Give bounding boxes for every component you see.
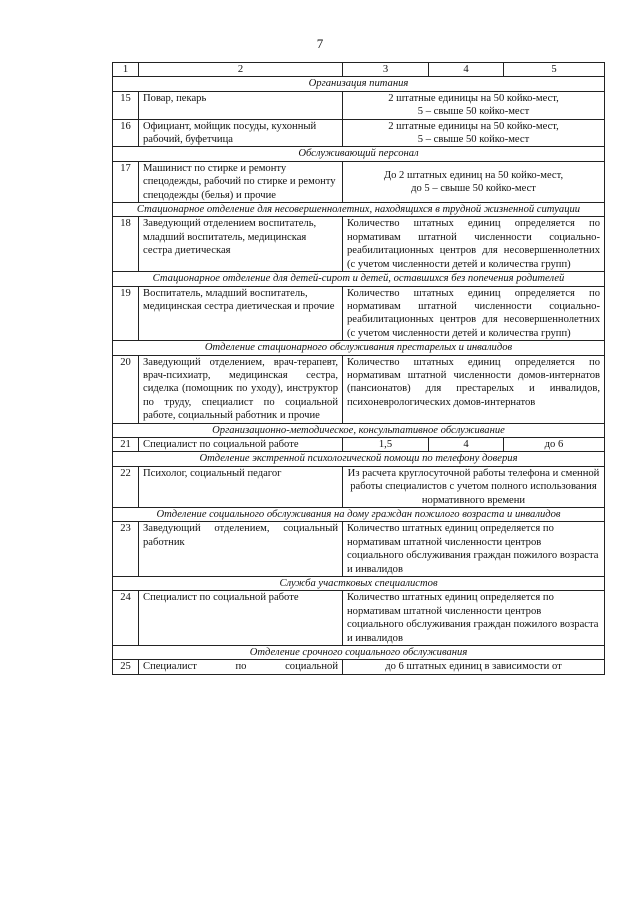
row-number: 22 <box>113 466 139 507</box>
section-title: Отделение экстренной психологической помощи по телефону доверия <box>113 452 605 466</box>
section-row <box>113 646 605 660</box>
section-row <box>113 452 605 466</box>
norm-cell: до 6 штатных единиц в зависимости от <box>343 660 605 674</box>
position-cell: Официант, мойщик посуды, кухонный рабочий, буфетчица <box>139 119 343 147</box>
position-cell: Заведующий отделением, врач-терапевт, врач-психиатр, медицинская сестра, сиделка (помощник по уходу), инструктор по труду, специалист по социальной работе, социальный работник и прочие <box>139 355 343 423</box>
section-title: Обслуживающий персонал <box>113 147 605 161</box>
section-title: Стационарное отделение для несовершеннолетних, находящихся в трудной жизненной ситуации <box>113 203 605 217</box>
header-row <box>113 63 605 77</box>
norm-cell: Количество штатных единиц определяется по нормативам штатной численности центров социального обслуживания граждан пожилого возраста и инвалидов <box>343 591 605 646</box>
header-cell: 3 <box>343 63 429 77</box>
section-title: Организационно-методическое, консультативное обслуживание <box>113 423 605 437</box>
section-title: Отделение социального обслуживания на дому граждан пожилого возраста и инвалидов <box>113 508 605 522</box>
section-title: Стационарное отделение для детей-сирот и детей, оставшихся без попечения родителей <box>113 272 605 286</box>
row-number: 23 <box>113 522 139 577</box>
section-row <box>113 77 605 91</box>
position-cell: Специалист по социальной работе <box>139 591 343 646</box>
table-row <box>113 466 605 507</box>
table-row <box>113 660 605 674</box>
table-row <box>113 91 605 119</box>
table-row <box>113 119 605 147</box>
header-cell: 2 <box>139 63 343 77</box>
row-number: 25 <box>113 660 139 674</box>
row-number: 17 <box>113 161 139 202</box>
norm-cell: Количество штатных единиц определяется по нормативам штатной численности домов-интернатов (пансионатов) для престарелых и инвалидов, психоневрологических домов-интернатов <box>343 355 605 423</box>
section-row <box>113 341 605 355</box>
position-cell: Машинист по стирке и ремонту спецодежды, рабочий по стирке и ремонту спецодежды (белья) и прочие <box>139 161 343 202</box>
section-title: Служба участковых специалистов <box>113 577 605 591</box>
table-row <box>113 217 605 272</box>
section-title: Отделение стационарного обслуживания престарелых и инвалидов <box>113 341 605 355</box>
section-row <box>113 272 605 286</box>
section-title: Отделение срочного социального обслуживания <box>113 646 605 660</box>
section-row <box>113 577 605 591</box>
norm-cell: До 2 штатных единиц на 50 койко-мест, до 5 – свыше 50 койко-мест <box>343 161 605 202</box>
header-cell: 5 <box>504 63 605 77</box>
table-row <box>113 591 605 646</box>
norm-cell: Количество штатных единиц определяется по нормативам штатной численности социально-реабилитационных центров для несовершеннолетних (с учетом численности детей и количества групп) <box>343 217 605 272</box>
row-number: 18 <box>113 217 139 272</box>
section-row <box>113 508 605 522</box>
position-cell: Заведующий отделением, социальный работник <box>139 522 343 577</box>
norm-cell: Количество штатных единиц определяется по нормативам штатной численности социально-реабилитационных центров для несовершеннолетних (с учетом численности детей и количества групп) <box>343 286 605 341</box>
value-cell: до 6 <box>504 437 605 451</box>
section-row <box>113 203 605 217</box>
position-cell: Воспитатель, младший воспитатель, медицинская сестра диетическая и прочие <box>139 286 343 341</box>
norm-cell: 2 штатные единицы на 50 койко-мест, 5 – свыше 50 койко-мест <box>343 91 605 119</box>
row-number: 15 <box>113 91 139 119</box>
position-cell: Повар, пекарь <box>139 91 343 119</box>
table-row <box>113 286 605 341</box>
position-cell: Специалист по социальной <box>139 660 343 674</box>
table-row <box>113 522 605 577</box>
table-row <box>113 161 605 202</box>
header-cell: 1 <box>113 63 139 77</box>
table-row <box>113 437 605 451</box>
value-cell: 1,5 <box>343 437 429 451</box>
row-number: 19 <box>113 286 139 341</box>
row-number: 16 <box>113 119 139 147</box>
position-cell: Психолог, социальный педагог <box>139 466 343 507</box>
table-row <box>113 355 605 423</box>
header-cell: 4 <box>429 63 504 77</box>
section-row <box>113 423 605 437</box>
row-number: 21 <box>113 437 139 451</box>
page-number: 7 <box>316 36 324 51</box>
row-number: 24 <box>113 591 139 646</box>
norm-cell: Из расчета круглосуточной работы телефона и сменной работы специалистов с учетом полного использования нормативного времени <box>343 466 605 507</box>
position-cell: Специалист по социальной работе <box>139 437 343 451</box>
position-cell: Заведующий отделением воспитатель, младший воспитатель, медицинская сестра диетическая <box>139 217 343 272</box>
staffing-table <box>112 62 605 675</box>
row-number: 20 <box>113 355 139 423</box>
value-cell: 4 <box>429 437 504 451</box>
section-title: Организация питания <box>113 77 605 91</box>
norm-cell: Количество штатных единиц определяется по нормативам штатной численности центров социального обслуживания граждан пожилого возраста и инвалидов <box>343 522 605 577</box>
section-row <box>113 147 605 161</box>
norm-cell: 2 штатные единицы на 50 койко-мест, 5 – свыше 50 койко-мест <box>343 119 605 147</box>
